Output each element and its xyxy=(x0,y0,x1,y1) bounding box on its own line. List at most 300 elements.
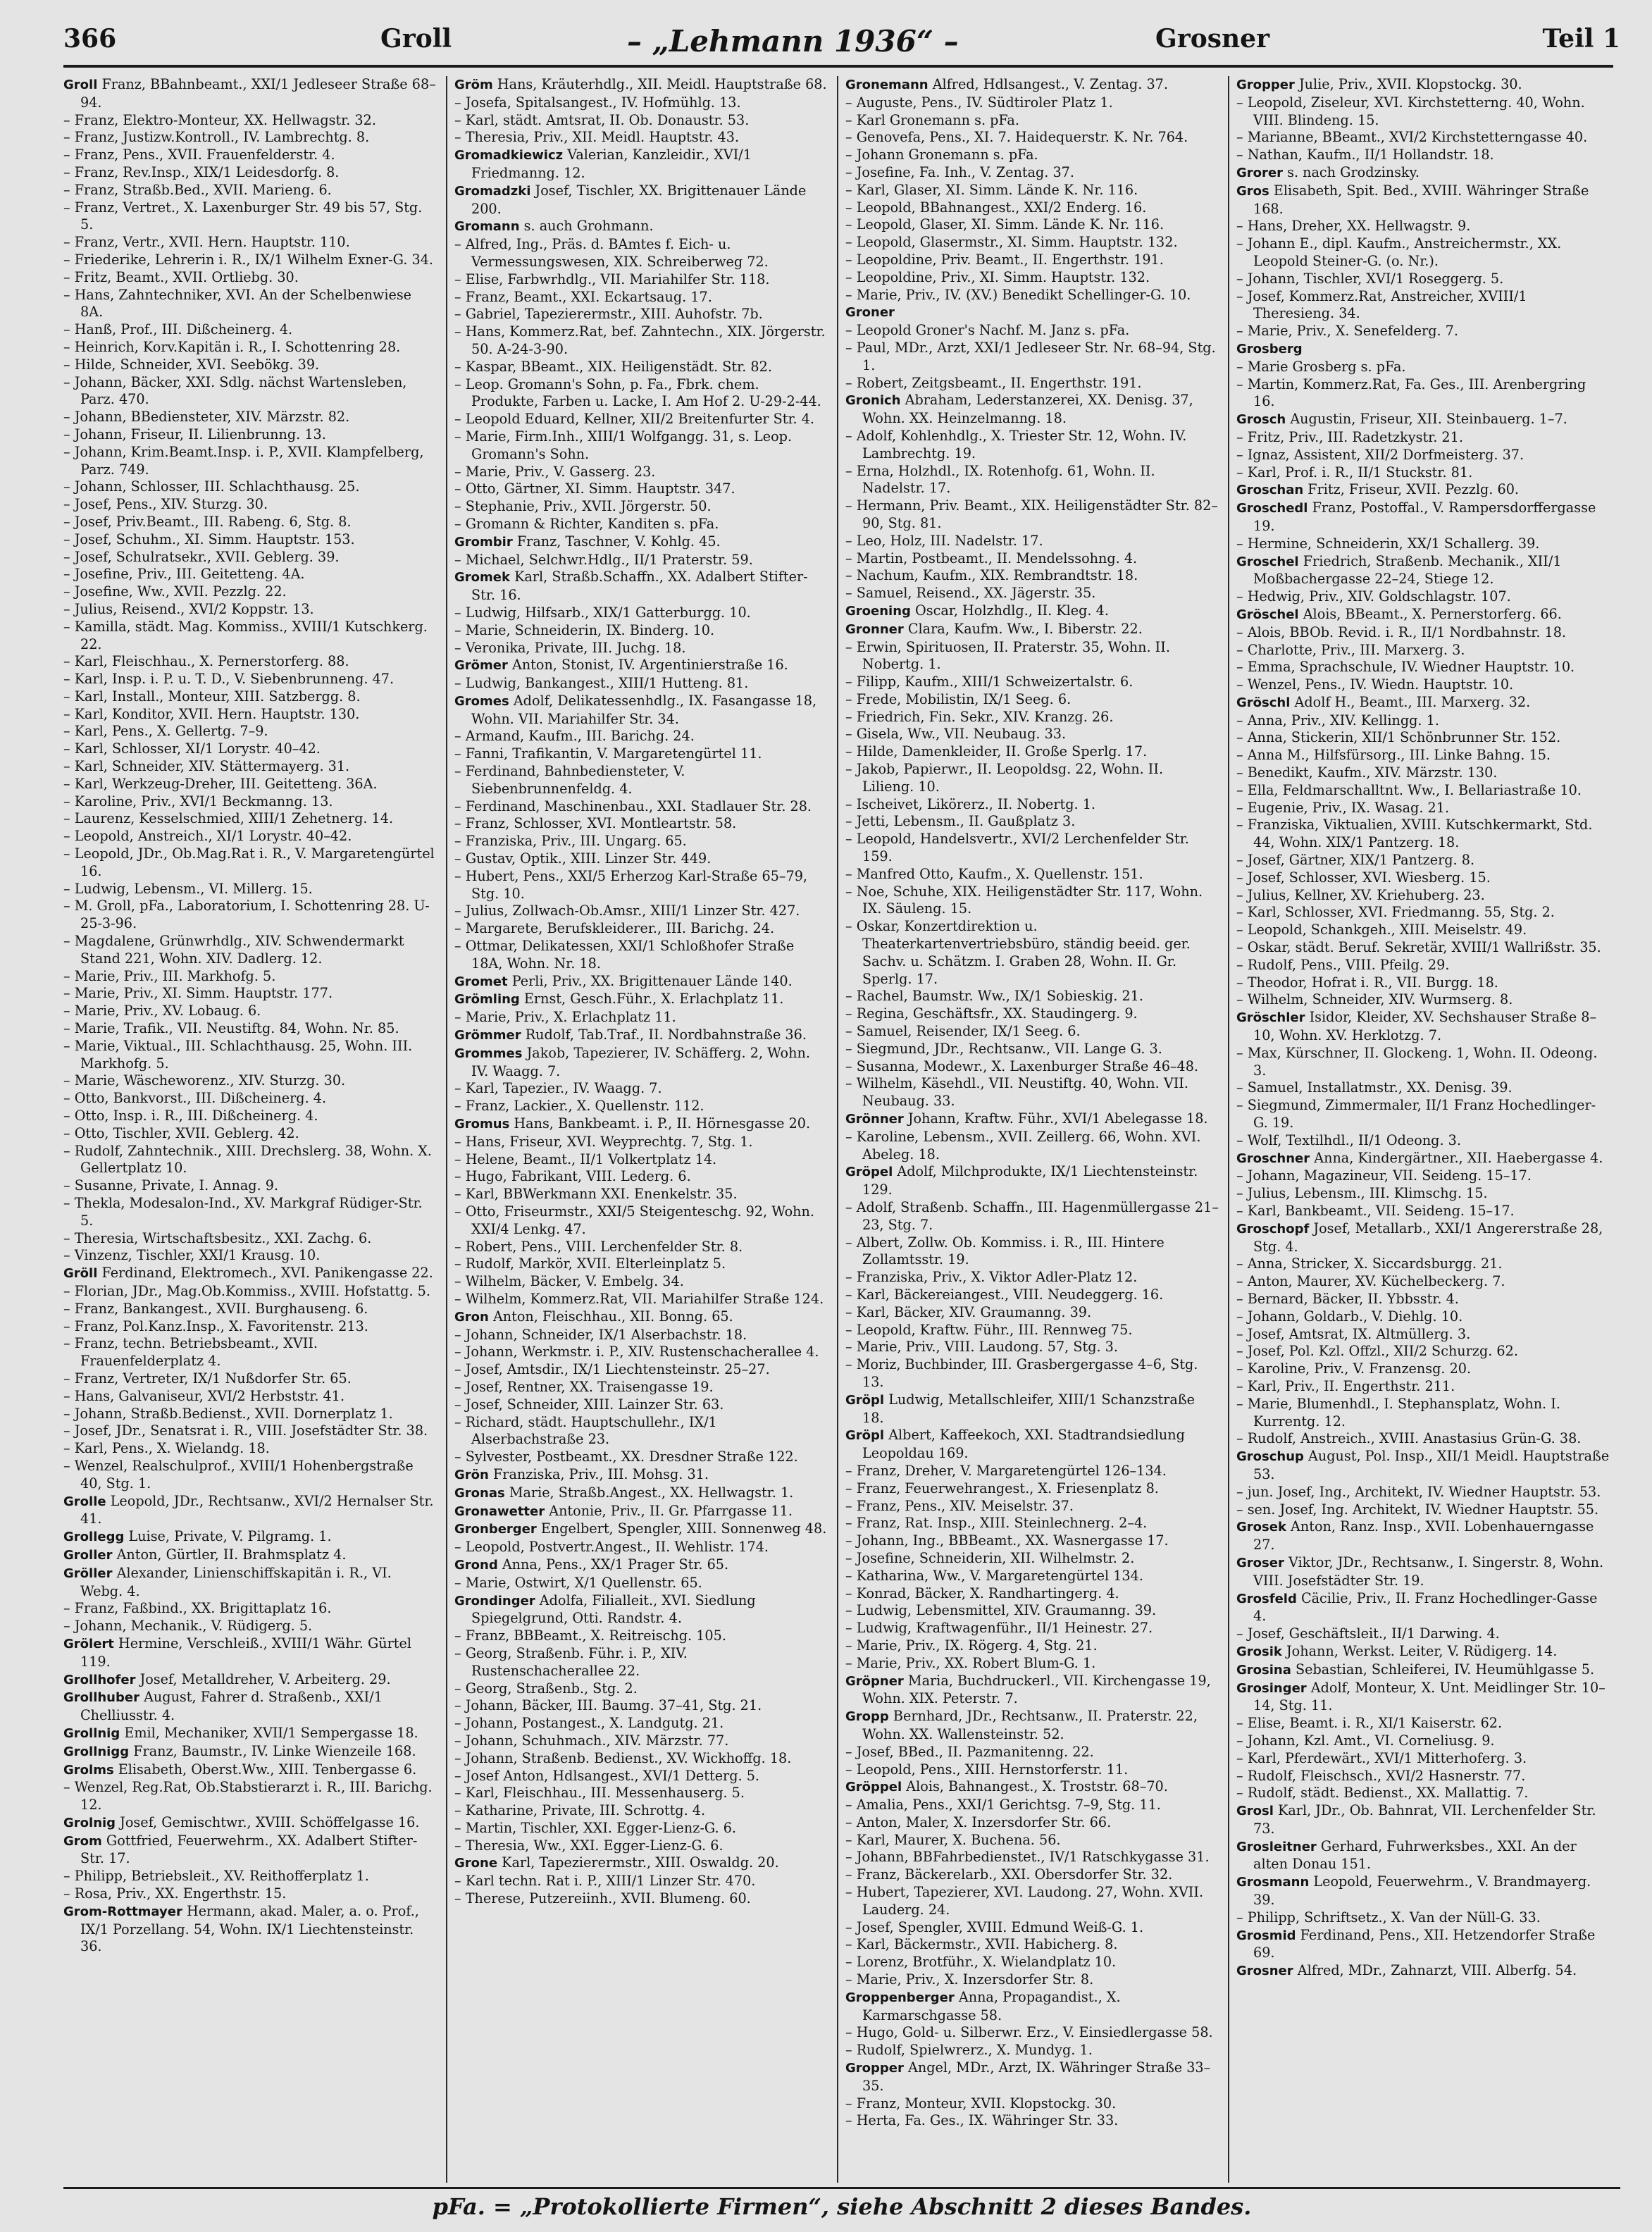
directory-entry xyxy=(454,1045,828,1081)
directory-entry xyxy=(63,182,437,199)
directory-entry xyxy=(63,199,437,235)
entry-text: Leo, Holz, III. Nadelstr. 17. xyxy=(856,532,1043,549)
entry-text: Oscar, Holzhdlg., II. Kleg. 4. xyxy=(915,602,1109,619)
directory-entry xyxy=(1236,676,1610,694)
directory-entry xyxy=(454,1820,828,1837)
directory-entry xyxy=(63,740,437,758)
entry-surname: Grom xyxy=(63,1833,102,1849)
entry-text: Helene, Beamt., II/1 Volkertplatz 14. xyxy=(465,1151,717,1167)
entry-surname: Gröpel xyxy=(845,1165,893,1180)
entry-text: Georg, Straßenb. Führ. i. P., XIV. Rustenschacherallee 22. xyxy=(465,1644,688,1679)
entry-surname: Gron xyxy=(454,1309,489,1325)
directory-entry xyxy=(845,322,1219,340)
entry-text: Karl, Tapezierermstr., XIII. Oswaldg. 20. xyxy=(502,1854,779,1871)
entry-text: Amalia, Pens., XXI/1 Gerichtsg. 7–9, Stg. 11. xyxy=(856,1797,1161,1814)
entry-text: Franz, Taschner, V. Kohlg. 45. xyxy=(516,533,721,550)
directory-entry xyxy=(63,845,437,881)
entry-text: Jetti, Lebensm., II. Gaußplatz 3. xyxy=(856,813,1076,830)
directory-entry xyxy=(845,1286,1219,1304)
entry-text: Marie, Wäscheworenz., XIV. Sturzg. 30. xyxy=(74,1072,346,1089)
entry-surname: Grolnig xyxy=(63,1815,116,1830)
directory-entry xyxy=(454,640,828,657)
directory-entry xyxy=(845,216,1219,234)
entry-surname: Groppenberger xyxy=(845,1990,955,2005)
entry-text: Josef, Metallarb., XXI/1 Angererstraße 28, Stg. 4. xyxy=(1253,1220,1603,1255)
directory-entry xyxy=(845,1532,1219,1550)
entry-text: Josef Anton, Hdlsangest., XVI/1 Detterg. 5. xyxy=(465,1767,760,1784)
entry-surname: Groening xyxy=(845,603,911,619)
entry-text: Franz, Bankangest., XVII. Burghauseng. 6. xyxy=(74,1300,368,1317)
directory-entry xyxy=(454,147,828,182)
entry-text: Filipp, Kaufm., XIII/1 Schweizertalstr. 6. xyxy=(856,674,1134,690)
entry-text: Adolf H., Beamt., III. Marxerg. 32. xyxy=(1294,693,1531,710)
directory-entry xyxy=(454,480,828,498)
directory-entry xyxy=(845,199,1219,217)
directory-entry xyxy=(1236,1220,1610,1256)
entry-text: Marie, Viktual., III. Schlachthausg. 25, Wohn. III. Markhofg. 5. xyxy=(74,1037,413,1072)
directory-entry xyxy=(1236,323,1610,340)
entry-text: Johann, Schlosser, III. Schlachthausg. 25. xyxy=(74,478,360,495)
entry-text: Karl, JDr., Ob. Bahnrat, VII. Lerchenfelder Str. 73. xyxy=(1253,1802,1596,1837)
entry-surname: Groschedl xyxy=(1236,501,1308,516)
directory-entry xyxy=(1236,694,1610,712)
directory-entry xyxy=(63,1440,437,1458)
entry-text: Leopold, JDr., Ob.Mag.Rat i. R., V. Margaretengürtel 16. xyxy=(74,845,435,879)
entry-text: Marie Grosberg s. pFa. xyxy=(1247,358,1406,375)
entry-text: Erwin, Spirituosen, II. Praterstr. 35, Wohn. II. Nobertg. 1. xyxy=(856,638,1170,673)
entry-text: Otto, Bankvorst., III. Dißcheinerg. 4. xyxy=(74,1090,327,1107)
entry-text: Marie, Priv., XI. Simm. Hauptstr. 177. xyxy=(74,985,333,1002)
entry-text: Karl, Pens., X. Gellertg. 7–9. xyxy=(74,723,268,740)
directory-entry xyxy=(454,1484,828,1503)
directory-entry xyxy=(454,1361,828,1379)
directory-entry xyxy=(454,728,828,745)
entry-surname: Gröpl xyxy=(845,1428,885,1444)
entry-text: Ernst, Gesch.Führ., X. Erlachplatz 11. xyxy=(523,991,784,1008)
directory-entry xyxy=(63,1265,437,1283)
entry-surname: Grolms xyxy=(63,1762,114,1778)
entry-text: Marie, Priv., XV. Lobaug. 6. xyxy=(74,1003,261,1019)
directory-entry xyxy=(454,1327,828,1344)
directory-entry xyxy=(63,426,437,444)
entry-text: Hilde, Damenkleider, II. Große Sperlg. 17. xyxy=(856,743,1148,760)
directory-entry xyxy=(845,1515,1219,1532)
directory-entry xyxy=(454,323,828,359)
entry-text: Julie, Priv., XVII. Klopstockg. 30. xyxy=(1298,76,1522,92)
column-divider xyxy=(1228,76,1229,2183)
directory-entry xyxy=(63,671,437,688)
entry-surname: Grosmann xyxy=(1236,1875,1310,1890)
entry-text: Ferdinand, Pens., XII. Hetzendorfer Straße 69. xyxy=(1253,1926,1596,1961)
directory-entry xyxy=(1236,1167,1610,1185)
footer-note: pFa. = „Protokollierte Firmen“, siehe Abschnitt 2 dieses Bandes. xyxy=(63,2187,1620,2228)
entry-text: Ottmar, Delikatessen, XXI/1 Schloßhofer Straße 18A, Wohn. Nr. 18. xyxy=(465,938,795,972)
entry-text: Clara, Kaufm. Ww., I. Biberstr. 22. xyxy=(907,620,1143,637)
entry-text: Josef, Tischler, XX. Brigittenauer Lände 200. xyxy=(471,182,807,217)
entry-text: Karl, BBWerkmann XXI. Enenkelstr. 35. xyxy=(465,1186,738,1203)
directory-entry xyxy=(1236,800,1610,817)
directory-entry xyxy=(63,409,437,426)
entry-text: Theresia, Wirtschaftsbesitz., XXI. Zachg. 6. xyxy=(74,1229,372,1246)
entry-surname: Groser xyxy=(1236,1555,1284,1570)
directory-entry xyxy=(845,602,1219,621)
entry-text: Marie, Priv., III. Markhofg. 5. xyxy=(74,967,276,984)
directory-entry xyxy=(454,498,828,516)
directory-entry xyxy=(454,1151,828,1169)
directory-entry xyxy=(1236,974,1610,992)
directory-entry xyxy=(454,1890,828,1908)
column-3 xyxy=(845,76,1219,2183)
directory-entry xyxy=(1236,1343,1610,1360)
entry-text: Ludwig, Hilfsarb., XIX/1 Gatterburgg. 10. xyxy=(465,604,751,621)
directory-entry xyxy=(63,706,437,724)
entry-text: Johann, Tischler, XVI/1 Roseggerg. 5. xyxy=(1247,270,1504,287)
entry-text: Anna, Pens., XX/1 Prager Str. 65. xyxy=(502,1556,729,1573)
directory-entry xyxy=(454,1098,828,1115)
entry-text: Johann, Friseur, II. Lilienbrunng. 13. xyxy=(74,426,326,442)
entry-text: Marie, Trafik., VII. Neustiftg. 84, Wohn. Nr. 85. xyxy=(74,1020,399,1037)
directory-entry xyxy=(63,583,437,601)
entry-text: Alois, BBOb. Revid. i. R., II/1 Nordbahnstr. 18. xyxy=(1247,624,1567,640)
directory-entry xyxy=(454,76,828,94)
entry-text: Karl Gronemann s. pFa. xyxy=(856,111,1019,128)
directory-entry xyxy=(454,1715,828,1732)
entry-text: Johann, Bäcker, XXI. Sdlg. nächst Wartensleben, Parz. 470. xyxy=(74,373,407,408)
entry-text: Johann, Straßb.Bedienst., XVII. Dornerplatz 1. xyxy=(74,1405,393,1422)
directory-entry xyxy=(1236,1430,1610,1448)
entry-text: Oskar, städt. Beruf. Sekretär, XVIII/1 Wallrißstr. 35. xyxy=(1247,939,1601,956)
entry-text: Wenzel, Pens., IV. Wiedn. Hauptstr. 10. xyxy=(1247,676,1514,693)
entry-text: Josef, Gemischtwr., XVIII. Schöffelgasse 16. xyxy=(120,1814,420,1830)
directory-entry xyxy=(1236,94,1610,130)
entry-text: Johann Gronemann s. pFa. xyxy=(856,147,1038,163)
directory-entry xyxy=(63,723,437,740)
entry-text: Johann, Werkmstr. i. P., XIV. Rustenschacherallee 4. xyxy=(465,1344,819,1360)
directory-entry xyxy=(63,339,437,356)
entry-text: Josef, JDr., Senatsrat i. R., VIII. Josefstädter Str. 38. xyxy=(74,1422,428,1439)
entry-text: Rudolf, Tab.Traf., II. Nordbahnstraße 36. xyxy=(525,1027,807,1043)
directory-entry xyxy=(1236,271,1610,288)
directory-entry xyxy=(845,1498,1219,1515)
directory-entry xyxy=(454,1503,828,1521)
directory-entry xyxy=(1236,1590,1610,1626)
entry-surname: Gröschel xyxy=(1236,607,1299,622)
directory-entry xyxy=(845,1041,1219,1058)
entry-text: Wilhelm, Bäcker, V. Embelg. 34. xyxy=(465,1273,684,1290)
directory-entry xyxy=(454,1308,828,1327)
entry-text: Elisabeth, Spit. Bed., XVIII. Währinger Straße 168. xyxy=(1253,182,1589,217)
directory-entry xyxy=(845,1778,1219,1797)
entry-text: Fritz, Beamt., XVII. Ortliebg. 30. xyxy=(74,268,299,285)
directory-entry xyxy=(1236,1203,1610,1220)
directory-entry xyxy=(63,1743,437,1761)
entry-text: Anton, Fleischhau., XII. Bonng. 65. xyxy=(492,1308,733,1325)
entry-surname: Grollegg xyxy=(63,1530,125,1545)
directory-entry xyxy=(845,726,1219,743)
entry-text: Vinzenz, Tischler, XXI/1 Krausg. 10. xyxy=(74,1247,321,1264)
directory-entry xyxy=(845,567,1219,585)
directory-entry xyxy=(454,1645,828,1680)
entry-text: Engelbert, Spengler, XIII. Sonnenweg 48. xyxy=(540,1520,827,1537)
entry-surname: Grosch xyxy=(1236,412,1286,428)
entry-surname: Groschner xyxy=(1236,1151,1310,1166)
entry-surname: Groschan xyxy=(1236,483,1304,498)
directory-entry xyxy=(845,709,1219,726)
directory-entry xyxy=(1236,1715,1610,1732)
directory-entry xyxy=(1236,1643,1610,1661)
entry-text: Otto, Insp. i. R., III. Dißcheinerg. 4. xyxy=(74,1108,318,1124)
directory-entry xyxy=(845,1655,1219,1673)
entry-text: Johann, Schuhmach., XIV. Märzstr. 77. xyxy=(465,1732,729,1749)
entry-text: Julius, Kellner, XV. Kriehuberg. 23. xyxy=(1247,886,1485,903)
directory-entry xyxy=(1236,1273,1610,1291)
entry-text: Marie, Priv., IV. (XV.) Benedikt Schellinger-G. 10. xyxy=(856,286,1191,303)
entry-text: Josef, Priv.Beamt., III. Rabeng. 6, Stg. 8. xyxy=(74,513,352,530)
directory-entry xyxy=(845,164,1219,182)
directory-entry xyxy=(1236,411,1610,429)
directory-entry xyxy=(454,1768,828,1785)
entry-text: Rudolf, Spielwrerz., X. Mundyg. 1. xyxy=(856,2042,1093,2059)
directory-entry xyxy=(845,1971,1219,1989)
directory-entry xyxy=(845,550,1219,568)
directory-entry xyxy=(845,639,1219,674)
entry-text: Frede, Mobilistin, IX/1 Seeg. 6. xyxy=(856,690,1072,707)
directory-entry xyxy=(1236,939,1610,957)
directory-entry xyxy=(845,147,1219,164)
directory-entry xyxy=(1236,1873,1610,1909)
directory-entry xyxy=(63,653,437,671)
entry-text: Karoline, Lebensm., XVII. Zeillerg. 66, Wohn. XVI. Abeleg. 18. xyxy=(856,1128,1201,1162)
directory-entry xyxy=(1236,729,1610,747)
directory-entry xyxy=(845,1480,1219,1498)
entry-surname: Grön xyxy=(454,1467,489,1482)
entry-surname: Grosleitner xyxy=(1236,1839,1317,1854)
directory-entry xyxy=(454,622,828,640)
directory-entry xyxy=(454,1539,828,1556)
entry-text: Franz, Pens., XVII. Frauenfelderstr. 4. xyxy=(74,147,335,163)
directory-entry xyxy=(63,531,437,549)
entry-text: Albert, Kaffeekoch, XXI. Stadtrandsiedlung Leopoldau 169. xyxy=(862,1427,1185,1462)
directory-entry xyxy=(454,1379,828,1396)
entry-text: Wilhelm, Kommerz.Rat, VII. Mariahilfer Straße 124. xyxy=(465,1290,824,1307)
entry-text: Josef, Schuhm., XI. Simm. Hauptstr. 153. xyxy=(74,531,355,547)
entry-text: Karl, Bankbeamt., VII. Seideng. 15–17. xyxy=(1247,1203,1515,1219)
entry-text: Jakob, Papierwr., II. Leopoldsg. 22, Wohn. II. Lilieng. 10. xyxy=(856,761,1164,795)
directory-entry xyxy=(845,112,1219,130)
entry-text: August, Pol. Insp., XII/1 Meidl. Hauptstraße 53. xyxy=(1253,1448,1610,1482)
directory-entry xyxy=(845,1023,1219,1041)
entry-text: Friedrich, Fin. Sekr., XIV. Kranzg. 26. xyxy=(856,708,1114,725)
entry-text: Leopold, Anstreich., XI/1 Lorystr. 40–42. xyxy=(74,828,352,845)
entry-text: Johann, Goldarb., V. Diehlg. 10. xyxy=(1247,1308,1463,1325)
entry-text: Marie, Priv., XX. Robert Blum-G. 1. xyxy=(856,1654,1096,1671)
entry-surname: Grorer xyxy=(1236,165,1283,180)
entry-text: Rudolf, Markör, XVII. Elterleinplatz 5. xyxy=(465,1256,726,1272)
entry-text: Gustav, Optik., XIII. Linzer Str. 449. xyxy=(465,850,712,867)
directory-entry xyxy=(1236,1291,1610,1308)
entry-text: Regina, Geschäftsfr., XX. Staudingerg. 9. xyxy=(856,1005,1138,1022)
entry-text: Rudolf, Zahntechnik., XIII. Drechslerg. 38, Wohn. X. Gellertplatz 10. xyxy=(74,1142,433,1177)
entry-text: Franz, Baumstr., IV. Linke Wienzeile 168. xyxy=(133,1742,416,1759)
directory-entry xyxy=(1236,904,1610,922)
entry-text: Franz, Elektro-Monteur, XX. Hellwagstr. 32. xyxy=(74,111,376,128)
entry-text: Hermann, Priv. Beamt., XIX. Heiligenstädter Str. 82–90, Stg. 81. xyxy=(856,497,1218,531)
directory-entry xyxy=(845,392,1219,428)
directory-entry xyxy=(1236,1962,1610,1980)
entry-text: Elise, Beamt. i. R., XI/1 Kaiserstr. 62. xyxy=(1247,1715,1503,1732)
directory-entry xyxy=(845,1163,1219,1199)
directory-entry xyxy=(1236,288,1610,323)
entry-text: Leopold, Handelsvertr., XVI/2 Lerchenfelder Str. 159. xyxy=(856,831,1189,865)
entry-text: Maria, Buchdruckerl., VII. Kirchengasse 19, Wohn. XIX. Peterstr. 7. xyxy=(862,1672,1211,1707)
directory-entry xyxy=(454,1680,828,1698)
entry-text: Leopoldine, Priv., XI. Simm. Hauptstr. 132. xyxy=(856,268,1150,285)
directory-entry xyxy=(454,516,828,533)
directory-entry xyxy=(63,1546,437,1565)
entry-surname: Gropp xyxy=(845,1709,889,1725)
entry-text: Karl, Schlosser, XI/1 Lorystr. 40–42. xyxy=(74,740,321,757)
directory-entry xyxy=(454,428,828,464)
entry-text: Susanne, Private, I. Annag. 9. xyxy=(74,1177,279,1194)
entry-surname: Gromes xyxy=(454,693,509,709)
directory-entry xyxy=(1236,164,1610,182)
entry-text: Karl, Fleischhau., X. Pernerstorferg. 88. xyxy=(74,653,349,670)
directory-entry xyxy=(845,585,1219,602)
entry-text: Karl techn. Rat i. P., XIII/1 Linzer Str. 470. xyxy=(465,1873,756,1890)
entry-text: Karl, Pferdewärt., XVI/1 Mitterhoferg. 3. xyxy=(1247,1749,1527,1766)
directory-entry xyxy=(845,1356,1219,1391)
directory-entry xyxy=(63,1388,437,1406)
directory-entry xyxy=(1236,1448,1610,1484)
directory-entry xyxy=(845,1005,1219,1023)
directory-entry xyxy=(454,112,828,130)
directory-entry xyxy=(454,1592,828,1628)
directory-entry xyxy=(63,619,437,654)
directory-entry xyxy=(63,478,437,496)
header-rule xyxy=(63,65,1613,68)
directory-entry xyxy=(63,1125,437,1143)
entry-text: Franz, Rat. Insp., XIII. Steinlechnerg. 2–4. xyxy=(856,1515,1148,1532)
entry-text: Karl, Bäckermstr., XVII. Habicherg. 8. xyxy=(856,1936,1118,1953)
directory-entry xyxy=(454,1697,828,1715)
entry-text: Samuel, Reisender, IX/1 Seeg. 6. xyxy=(856,1023,1081,1040)
directory-entry xyxy=(63,147,437,164)
entry-text: Johann, Mechanik., V. Rüdigerg. 5. xyxy=(74,1618,313,1635)
entry-text: Marie, Priv., VIII. Laudong. 57, Stg. 3. xyxy=(856,1339,1118,1356)
directory-entry xyxy=(63,549,437,566)
directory-entry xyxy=(63,968,437,986)
directory-entry xyxy=(63,1195,437,1230)
directory-entry xyxy=(845,1620,1219,1637)
entry-text: Julius, Lebensm., III. Klimschg. 15. xyxy=(1247,1185,1488,1202)
entry-text: Johann, Straßenb. Bedienst., XV. Wickhoffg. 18. xyxy=(465,1749,792,1766)
entry-text: Rudolf, Pens., VIII. Pfeilg. 29. xyxy=(1247,956,1450,973)
directory-entry xyxy=(454,1291,828,1308)
entry-text: Leopoldine, Priv. Beamt., II. Engerthstr. 191. xyxy=(856,251,1164,268)
directory-entry xyxy=(1236,218,1610,235)
entry-text: Hugo, Gold- u. Silberwr. Erz., V. Einsiedlergasse 58. xyxy=(856,2024,1213,2041)
directory-entry xyxy=(454,1344,828,1361)
entry-text: Hubert, Pens., XXI/5 Erherzog Karl-Straße 65–79, Stg. 10. xyxy=(465,867,808,902)
directory-entry xyxy=(63,1493,437,1529)
entry-text: Therese, Putzereiinh., XVII. Blumeng. 60. xyxy=(465,1890,751,1907)
entry-surname: Gröm xyxy=(454,78,493,92)
entry-text: Hans, Kräuterhdlg., XII. Meidl. Hauptstraße 68. xyxy=(497,76,827,92)
entry-text: Karl, Glaser, XI. Simm. Lände K. Nr. 116. xyxy=(856,181,1138,198)
entry-text: Franz, Pens., XIV. Meiselstr. 37. xyxy=(856,1497,1074,1514)
entry-text: Alois, BBeamt., X. Pernerstorferg. 66. xyxy=(1303,605,1562,622)
entry-text: Ignaz, Assistent, XII/2 Dorfmeisterg. 37. xyxy=(1247,446,1524,463)
entry-text: Elise, Farbwrhdlg., VII. Mariahilfer Str. 118. xyxy=(465,271,770,287)
directory-entry xyxy=(845,1673,1219,1709)
entry-text: Johann E., dipl. Kaufm., Anstreichermstr., XX. Leopold Steiner-G. (o. Nr.). xyxy=(1247,235,1562,269)
entry-text: Karl, Straßb.Schaffn., XX. Adalbert Stifter-Str. 16. xyxy=(471,569,808,604)
directory-entry xyxy=(1236,712,1610,730)
directory-entry xyxy=(63,1370,437,1388)
column-4 xyxy=(1236,76,1610,2183)
entry-text: Franz, Dreher, V. Margaretengürtel 126–134. xyxy=(856,1462,1167,1479)
entry-surname: Gröll xyxy=(63,1266,98,1282)
directory-entry xyxy=(63,1458,437,1493)
entry-text: Anton, Maurer, XV. Küchelbeckerg. 7. xyxy=(1247,1273,1505,1290)
directory-entry xyxy=(63,234,437,252)
directory-entry xyxy=(63,1143,437,1178)
directory-entry xyxy=(1236,1680,1610,1716)
entry-surname: Gröller xyxy=(63,1566,113,1581)
entry-text: Anton, Gürtler, II. Brahmsplatz 4. xyxy=(116,1546,347,1563)
directory-entry xyxy=(845,304,1219,322)
directory-entry xyxy=(63,1528,437,1546)
entry-text: Robert, Zeitgsbeamt., II. Engerthstr. 191. xyxy=(856,374,1142,391)
directory-entry xyxy=(845,1322,1219,1339)
directory-entry xyxy=(454,129,828,147)
directory-entry xyxy=(845,463,1219,498)
entry-surname: Grosner xyxy=(1236,1964,1293,1979)
entry-text: Franz, Straßb.Bed., XVII. Marieng. 6. xyxy=(74,181,332,198)
entry-text: Josef, BBed., II. Pazmanitenng. 22. xyxy=(856,1743,1094,1760)
directory-entry xyxy=(1236,991,1610,1009)
entry-text: Kaspar, BBeamt., XIX. Heiligenstädt. Str. 82. xyxy=(465,358,772,375)
entry-text: Moriz, Buchbinder, III. Grasbergergasse 4–6, Stg. 13. xyxy=(856,1356,1198,1390)
entry-text: Veronika, Private, III. Juchg. 18. xyxy=(465,639,686,656)
directory-entry xyxy=(454,657,828,675)
directory-entry xyxy=(1236,782,1610,800)
directory-entry xyxy=(1236,1661,1610,1680)
entry-text: Hermann, akad. Maler, a. o. Prof., IX/1 Porzellang. 54, Wohn. IX/1 Liechtensteinstr. 36. xyxy=(80,1902,419,1955)
entry-surname: Grömer xyxy=(454,658,508,674)
entry-text: Marie, Ostwirt, X/1 Quellenstr. 65. xyxy=(465,1574,702,1591)
directory-entry xyxy=(1236,1927,1610,1963)
directory-entry xyxy=(454,182,828,218)
directory-entry xyxy=(845,866,1219,884)
directory-entry xyxy=(1236,887,1610,905)
directory-entry xyxy=(1236,1326,1610,1344)
directory-entry xyxy=(454,798,828,816)
entry-text: Alfred, Hdlsangest., V. Zentag. 37. xyxy=(932,76,1168,92)
directory-entry xyxy=(1236,500,1610,535)
directory-entry xyxy=(454,376,828,411)
entry-text: Emma, Sprachschule, IV. Wiedner Hauptstr. 10. xyxy=(1247,659,1575,676)
entry-text: Marie, Priv., X. Erlachplatz 11. xyxy=(465,1009,676,1026)
entry-text: Gabriel, Tapezierermstr., XIII. Auhofstr. 7b. xyxy=(465,306,763,323)
entry-text: Karl, Werkzeug-Dreher, III. Geitetteng. 36A. xyxy=(74,775,378,792)
entry-text: Hermine, Schneiderin, XX/1 Schallerg. 39. xyxy=(1247,535,1540,552)
entry-text: Ludwig, Bankangest., XIII/1 Hutteng. 81. xyxy=(465,675,749,692)
entry-surname: Grondinger xyxy=(454,1593,535,1608)
directory-entry xyxy=(63,76,437,112)
entry-surname: Grömling xyxy=(454,992,520,1008)
directory-entry xyxy=(63,601,437,619)
